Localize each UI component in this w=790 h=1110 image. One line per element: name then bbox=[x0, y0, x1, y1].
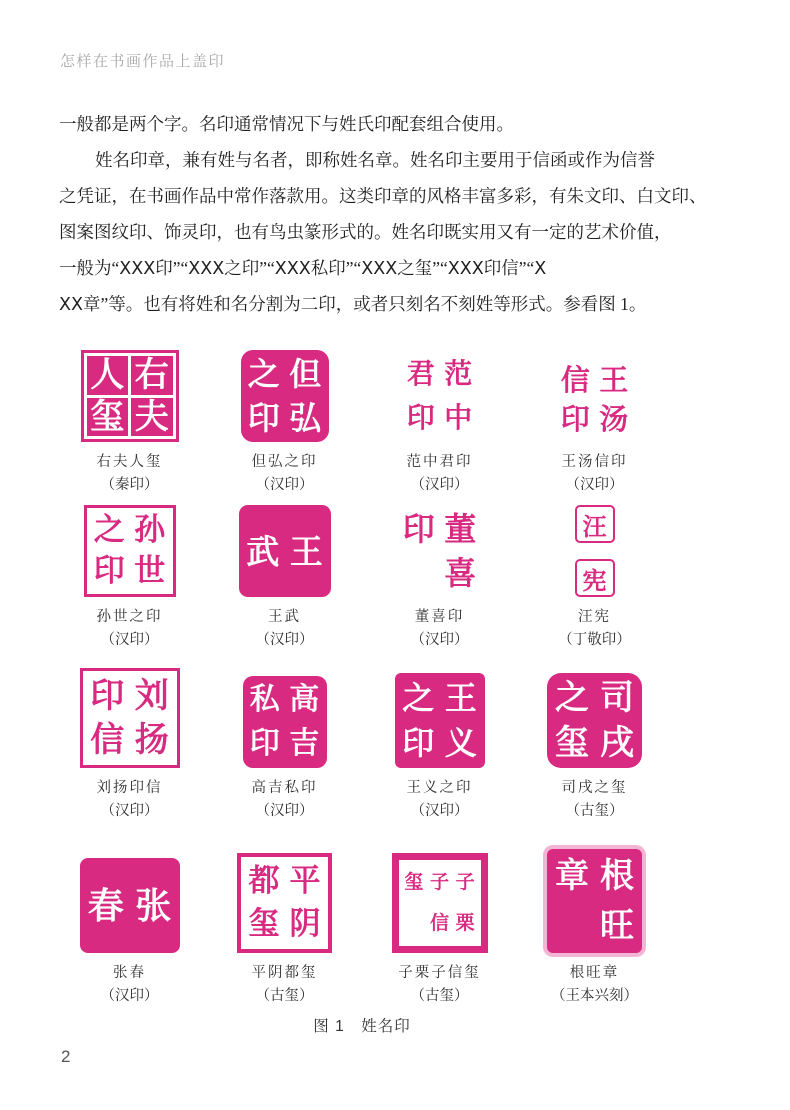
body-line: 之凭证，在书画作品中常作落款用。这类印章的风格丰富多彩，有朱文印、白文印、 bbox=[59, 186, 707, 206]
figure-caption: 图 1 姓名印 bbox=[313, 1018, 411, 1035]
seal-image bbox=[396, 505, 484, 597]
seal-character: 之 bbox=[247, 355, 280, 394]
seal-figure bbox=[52, 505, 207, 660]
seal-figure bbox=[207, 350, 362, 505]
seal-image: 汪 bbox=[575, 505, 615, 543]
seal-character: 扬 bbox=[134, 720, 169, 761]
figure-grid bbox=[52, 350, 672, 1010]
body-line: 图案图纹印、饰灵印，也有鸟虫篆形式的。姓名印既实用又有一定的艺术价值， bbox=[59, 222, 672, 242]
seal-figure bbox=[207, 505, 362, 660]
seal-character: 高 bbox=[289, 682, 320, 718]
seal-character: 印 bbox=[402, 510, 435, 549]
seal-row bbox=[52, 845, 672, 1010]
seal-caption bbox=[562, 777, 628, 823]
seal-caption bbox=[411, 606, 469, 652]
seal-character: 夫 bbox=[131, 398, 173, 437]
seal-image bbox=[547, 849, 642, 953]
body-text bbox=[59, 106, 741, 322]
seal-figure bbox=[362, 350, 517, 505]
seal-figure bbox=[517, 660, 672, 845]
seal-caption bbox=[97, 451, 163, 497]
seal-caption-source: （秦印） bbox=[100, 477, 159, 493]
seal-character: 孙 bbox=[134, 512, 166, 549]
seal-caption-name: 王武 bbox=[268, 609, 301, 625]
seal-caption-name: 孙世之印 bbox=[96, 609, 163, 625]
seal-image bbox=[80, 858, 180, 953]
seal-character: 人 bbox=[87, 356, 129, 395]
seal-image bbox=[392, 853, 488, 953]
seal-character: 章 bbox=[555, 856, 589, 897]
seal-caption bbox=[101, 962, 159, 1008]
seal-character: 之 bbox=[555, 678, 589, 718]
seal-caption bbox=[252, 451, 318, 497]
seal-caption-name: 根旺章 bbox=[569, 965, 620, 981]
seal-caption-source: （丁敬印） bbox=[558, 632, 631, 648]
seal-image bbox=[237, 853, 332, 953]
seal-figure bbox=[207, 660, 362, 845]
seal-caption-name: 汪宪 bbox=[578, 609, 611, 625]
seal-caption-source: （古玺） bbox=[255, 988, 314, 1004]
seal-character: 印 bbox=[93, 552, 125, 589]
seal-caption-source: （汉印） bbox=[255, 803, 314, 819]
seal-caption-source: （汉印） bbox=[410, 632, 469, 648]
seal-figure bbox=[362, 845, 517, 1010]
seal-character: 义 bbox=[444, 724, 477, 762]
seal-character: 世 bbox=[134, 552, 166, 589]
seal-character: 但 bbox=[289, 355, 322, 394]
seal-image bbox=[554, 358, 636, 442]
seal-character: 右 bbox=[131, 356, 173, 395]
seal-caption-name: 右夫人玺 bbox=[96, 454, 163, 470]
seal-caption-source: （古玺） bbox=[565, 803, 624, 819]
seal-image bbox=[241, 350, 329, 442]
seal-character: 君 bbox=[406, 357, 435, 391]
seal-character: 信 bbox=[560, 362, 590, 397]
seal-caption-name: 刘扬印信 bbox=[96, 780, 163, 796]
seal-image bbox=[575, 505, 615, 597]
seal-caption bbox=[398, 962, 481, 1008]
seal-image bbox=[547, 673, 642, 768]
seal-image bbox=[243, 676, 327, 768]
seal-caption-source: （汉印） bbox=[100, 632, 159, 648]
seal-caption-name: 董喜印 bbox=[414, 609, 465, 625]
seal-character: 喜 bbox=[444, 553, 477, 592]
seal-figure bbox=[362, 505, 517, 660]
seal-image bbox=[81, 350, 179, 442]
seal-caption-source: （汉印） bbox=[100, 803, 159, 819]
body-line: 一般都是两个字。名印通常情况下与姓氏印配套组合使用。 bbox=[59, 114, 514, 134]
seal-character: 子 bbox=[455, 871, 475, 894]
seal-figure bbox=[517, 505, 672, 660]
seal-character: 玺 bbox=[87, 398, 129, 437]
seal-character: 私 bbox=[249, 682, 280, 718]
seal-character: 戌 bbox=[600, 723, 634, 763]
seal-caption bbox=[252, 777, 318, 823]
seal-character: 弘 bbox=[289, 398, 322, 437]
seal-image bbox=[400, 350, 480, 442]
seal-character: 平 bbox=[289, 862, 321, 899]
seal-character: 印 bbox=[560, 402, 590, 437]
seal-caption-source: （汉印） bbox=[565, 477, 624, 493]
seal-figure bbox=[517, 845, 672, 1010]
seal-row bbox=[52, 350, 672, 505]
seal-image bbox=[84, 505, 176, 597]
seal-character: 王 bbox=[289, 531, 323, 571]
seal-character: 栗 bbox=[455, 911, 475, 934]
seal-character: 董 bbox=[444, 510, 477, 549]
seal-character: 汤 bbox=[599, 402, 629, 437]
seal-caption bbox=[252, 962, 318, 1008]
seal-character: 旺 bbox=[600, 905, 634, 946]
seal-character: 中 bbox=[444, 400, 473, 434]
seal-character: 印 bbox=[406, 400, 435, 434]
seal-caption-source: （王本兴刻） bbox=[551, 988, 638, 1004]
seal-caption-source: （汉印） bbox=[410, 477, 469, 493]
seal-caption bbox=[97, 606, 163, 652]
seal-character: 刘 bbox=[134, 675, 169, 716]
seal-character: 范 bbox=[444, 357, 473, 391]
seal-figure bbox=[207, 845, 362, 1010]
seal-caption-source: （汉印） bbox=[255, 477, 314, 493]
seal-caption-name: 平阴都玺 bbox=[251, 965, 318, 981]
seal-character: 阴 bbox=[289, 906, 321, 943]
seal-character: 春 bbox=[87, 884, 124, 927]
seal-character: 王 bbox=[444, 679, 477, 717]
seal-character: 印 bbox=[90, 675, 125, 716]
seal-caption bbox=[256, 606, 314, 652]
seal-caption-name: 王义之印 bbox=[406, 780, 473, 796]
seal-caption-name: 但弘之印 bbox=[251, 454, 318, 470]
seal-caption bbox=[97, 777, 163, 823]
seal-caption bbox=[551, 962, 638, 1008]
seal-caption bbox=[407, 451, 473, 497]
seal-caption-name: 子栗子信玺 bbox=[398, 965, 481, 981]
seal-caption-name: 范中君印 bbox=[406, 454, 473, 470]
seal-caption-source: （汉印） bbox=[255, 632, 314, 648]
seal-caption-name: 高吉私印 bbox=[251, 780, 318, 796]
seal-character: 都 bbox=[248, 862, 280, 899]
seal-image bbox=[80, 668, 180, 768]
seal-image bbox=[395, 673, 485, 768]
seal-row bbox=[52, 505, 672, 660]
seal-character: 子 bbox=[430, 871, 450, 894]
running-head: 怎样在书画作品上盖印 bbox=[60, 53, 226, 70]
seal-image bbox=[239, 505, 331, 597]
body-line: 一般为“ⅩⅩⅩ印”“ⅩⅩⅩ之印”“ⅩⅩⅩ私印”“ⅩⅩⅩ之玺”“ⅩⅩⅩ印信”“Ⅹ bbox=[59, 258, 547, 278]
seal-character: 玺 bbox=[555, 723, 589, 763]
page-number: 2 bbox=[61, 1047, 71, 1066]
seal-character: 张 bbox=[135, 884, 172, 927]
seal-character: 吉 bbox=[289, 725, 320, 761]
seal-caption-source: （古玺） bbox=[410, 988, 469, 1004]
seal-character: 印 bbox=[249, 725, 280, 761]
seal-caption bbox=[558, 606, 631, 652]
seal-figure bbox=[517, 350, 672, 505]
seal-character: 王 bbox=[599, 362, 629, 397]
seal-character: 玺 bbox=[248, 906, 280, 943]
seal-image: 宪 bbox=[575, 559, 615, 597]
seal-caption-source: （汉印） bbox=[410, 803, 469, 819]
body-line: 姓名印章，兼有姓与名者，即称姓名章。姓名印主要用于信函或作为信誉 bbox=[95, 150, 655, 170]
seal-character: 玺 bbox=[404, 871, 424, 894]
seal-figure bbox=[362, 660, 517, 845]
seal-row bbox=[52, 660, 672, 845]
seal-caption-name: 王汤信印 bbox=[561, 454, 628, 470]
body-line: ⅩⅩ章”等。也有将姓和名分割为二印，或者只刻名不刻姓等形式。参看图 1。 bbox=[59, 294, 647, 314]
seal-character: 之 bbox=[93, 512, 125, 549]
seal-figure bbox=[52, 350, 207, 505]
seal-caption-source: （汉印） bbox=[100, 988, 159, 1004]
seal-figure bbox=[52, 660, 207, 845]
seal-character: 信 bbox=[430, 911, 450, 934]
seal-caption bbox=[562, 451, 628, 497]
seal-caption-name: 张春 bbox=[113, 965, 146, 981]
seal-character: 印 bbox=[247, 398, 280, 437]
seal-character: 武 bbox=[246, 531, 280, 571]
seal-caption-name: 司戌之玺 bbox=[561, 780, 628, 796]
seal-character: 司 bbox=[600, 678, 634, 718]
seal-caption bbox=[407, 777, 473, 823]
seal-character: 之 bbox=[402, 679, 435, 717]
seal-character: 信 bbox=[90, 720, 125, 761]
seal-figure bbox=[52, 845, 207, 1010]
seal-character: 根 bbox=[600, 856, 634, 897]
seal-character: 印 bbox=[402, 724, 435, 762]
